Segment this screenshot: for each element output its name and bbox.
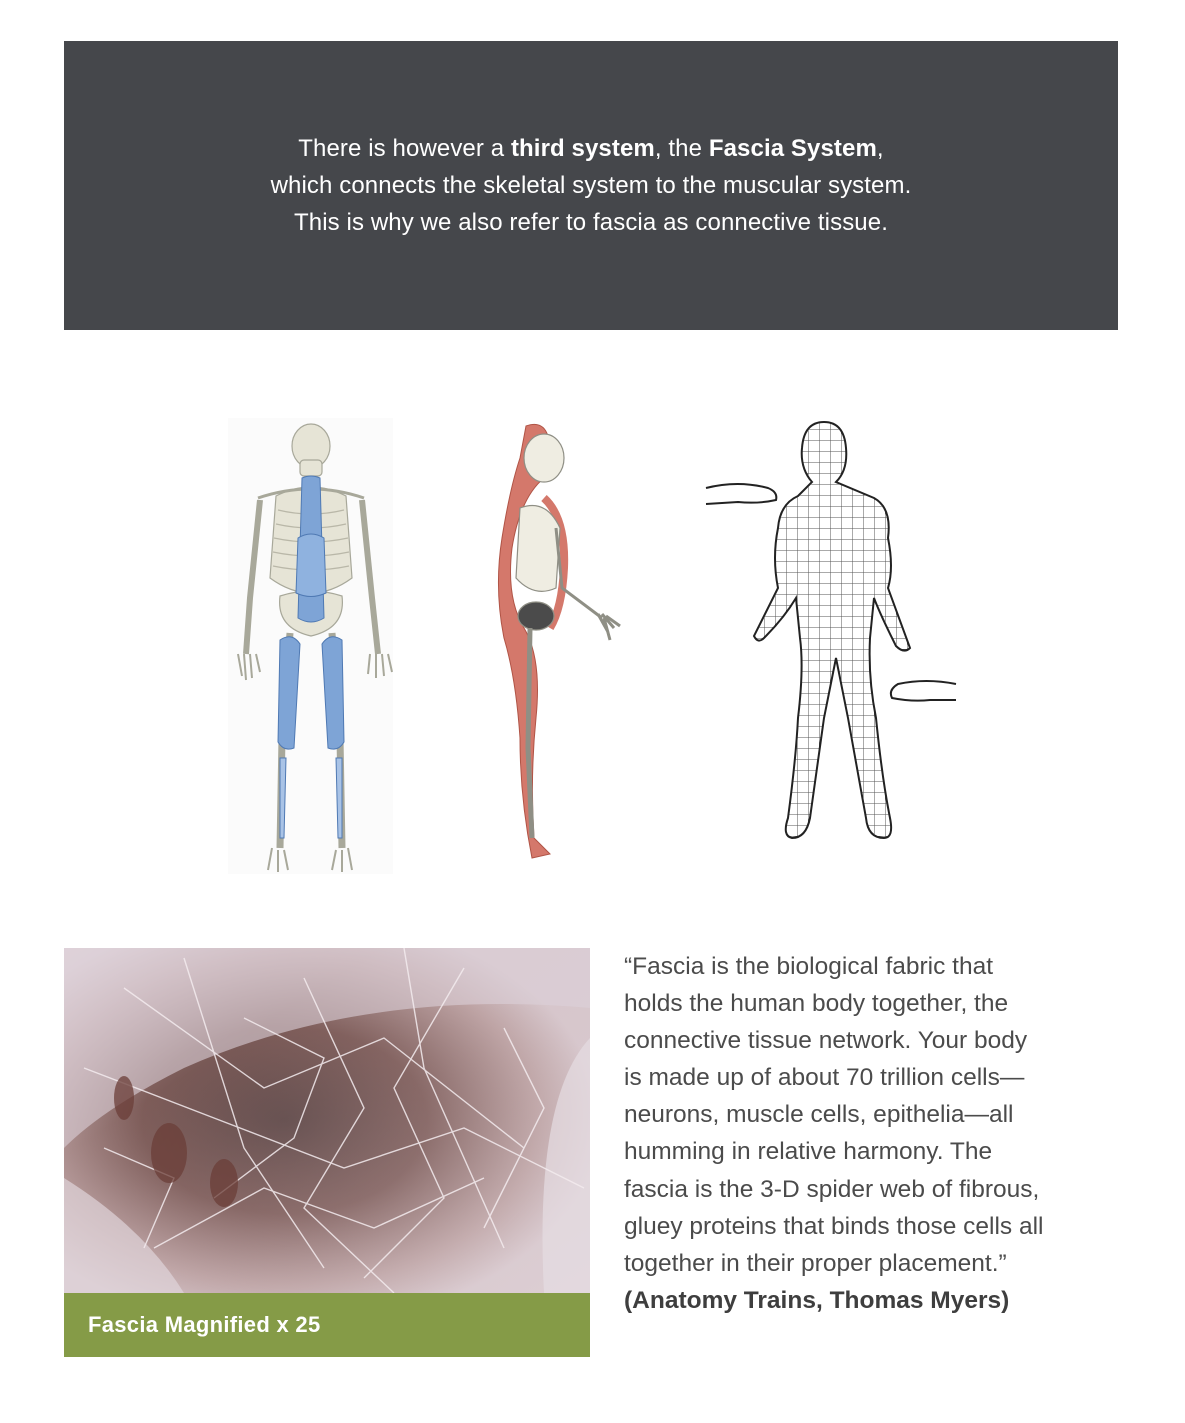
quote-line: holds the human body together, the xyxy=(624,990,1009,1018)
banner-line-1-pre: There is however a xyxy=(298,135,511,162)
banner-line-2: which connects the skeletal system to the muscular system. xyxy=(270,172,912,199)
quote-citation: (Anatomy Trains, Thomas Myers) xyxy=(624,1286,1010,1314)
quote-line: fascia is the 3-D spider web of fibrous, xyxy=(624,1175,1040,1203)
photo-caption: Fascia Magnified x 25 xyxy=(88,1312,321,1337)
quote-line: neurons, muscle cells, epithelia—all xyxy=(624,1101,1014,1129)
quote-line: connective tissue network. Your body xyxy=(624,1027,1028,1055)
banner-third-system: third system xyxy=(510,135,655,162)
grid-mesh-body-fascia-illustration xyxy=(698,418,958,858)
banner-line-1 xyxy=(271,130,912,167)
skeleton-with-blue-deep-muscles-illustration xyxy=(228,418,393,874)
photo-caption-bar xyxy=(64,1293,590,1357)
myers-quote xyxy=(624,948,1124,1319)
fascia-magnified-photo xyxy=(64,948,590,1293)
banner-text xyxy=(271,130,912,241)
intro-banner xyxy=(64,41,1118,330)
banner-fascia-system: Fascia System xyxy=(708,135,877,162)
quote-line: gluey proteins that binds those cells all xyxy=(624,1212,1044,1240)
banner-line-3: This is why we also refer to fascia as connective tissue. xyxy=(294,209,888,236)
banner-line-1-mid: , the xyxy=(654,135,709,162)
quote-line: is made up of about 70 trillion cells— xyxy=(624,1064,1025,1092)
fascia-photo-panel xyxy=(64,948,590,1357)
side-view-skeleton-with-red-muscles-illustration xyxy=(490,418,640,864)
quote-line: together in their proper placement.” xyxy=(624,1249,1007,1277)
quote-line: “Fascia is the biological fabric that xyxy=(624,953,994,980)
banner-line-1-post: , xyxy=(876,135,884,162)
quote-line: humming in relative harmony. The xyxy=(624,1138,993,1166)
